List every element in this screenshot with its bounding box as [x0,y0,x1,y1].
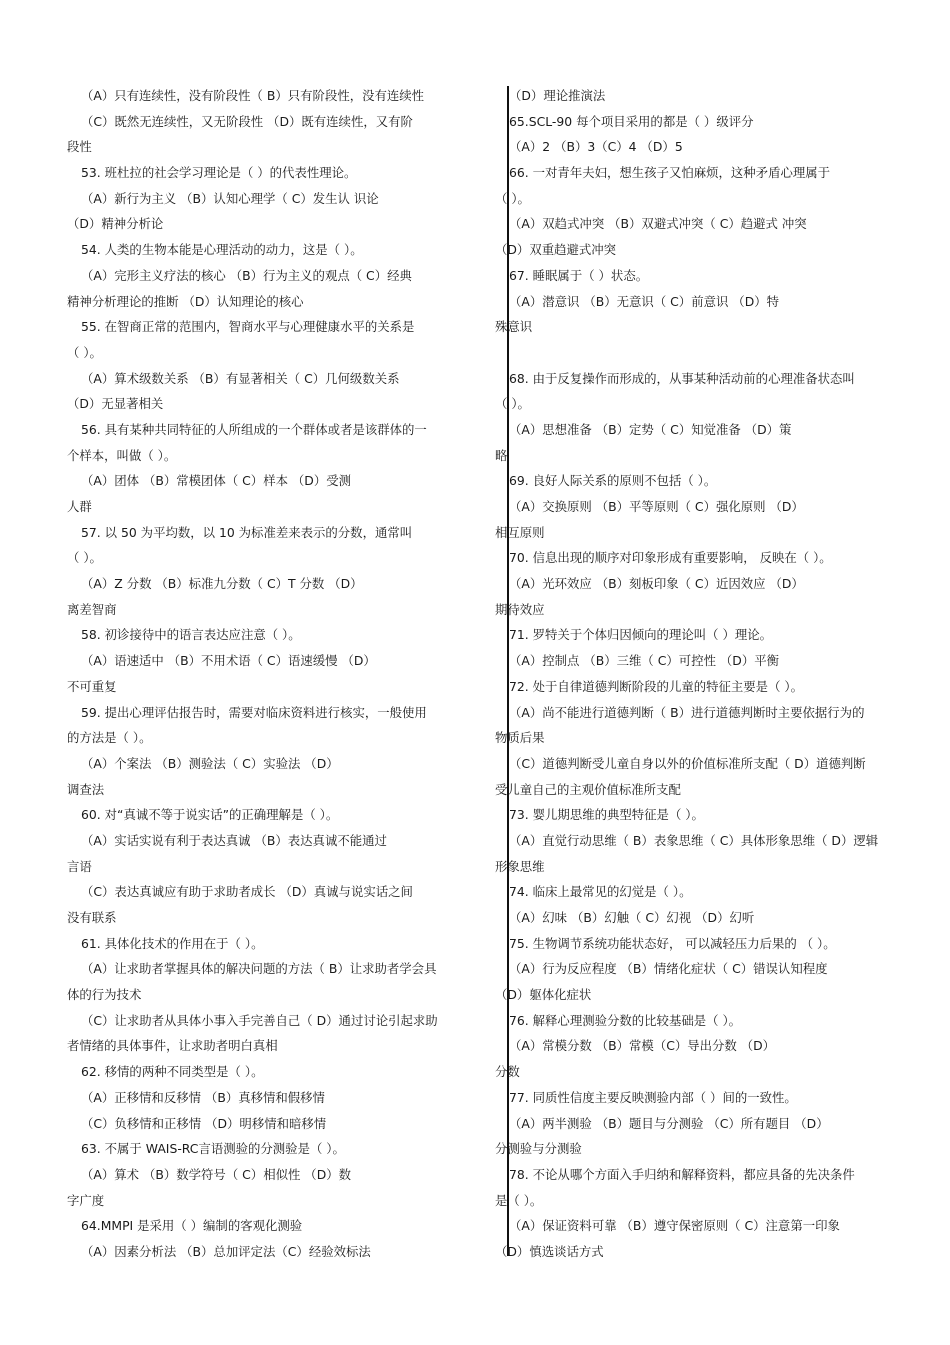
text-line: 调查法 [67,781,105,797]
text-line: （ ）。 [495,396,530,412]
text-line: （A）语速适中 （B）不用术语（ C）语速缓慢 （D） [81,653,376,669]
question-53: 53. 班杜拉的社会学习理论是（ ）的代表性理论。 [81,165,357,181]
question-65: 65.SCL-90 每个项目采用的都是（ ）级评分 [509,113,754,129]
text-line: 分数 [495,1064,520,1080]
text-line: （A）直觉行动思维（ B）表象思维（ C）具体形象思维（ D）逻辑 [509,832,879,848]
text-line: 者情绪的具体事件，让求助者明白真相 [67,1038,278,1054]
text-line: （A）只有连续性，没有阶段性（ B）只有阶段性，没有连续性 [81,88,425,103]
question-70: 70. 信息出现的顺序对印象形成有重要影响， 反映在（ ）。 [509,550,832,566]
text-line: 个样本，叫做（ ）。 [67,447,177,463]
text-line: 字广度 [67,1192,105,1208]
text-line: （A）常模分数 （B）常模（C）导出分数 （D） [509,1038,776,1054]
text-line: 是（ ）。 [495,1192,543,1208]
question-73: 73. 婴儿期思维的典型特征是（ ）。 [509,807,704,823]
question-67: 67. 睡眠属于（ ）状态。 [509,267,649,283]
text-line: （A）双趋式冲突 （B）双避式冲突（ C）趋避式 冲突 [509,216,807,232]
question-59: 59. 提出心理评估报告时，需要对临床资料进行核实，一般使用 [81,704,427,720]
question-71: 71. 罗特关于个体归因倾向的理论叫（ ）理论。 [509,627,773,643]
text-line: （A）个案法 （B）测验法（ C）实验法 （D） [81,755,339,771]
question-60: 60. 对“真诚不等于说实话”的正确理解是（ ）。 [81,807,339,823]
text-line: 相互原则 [495,524,545,540]
text-line: （A）让求助者掌握具体的解决问题的方法（ B）让求助者学会具 [81,961,437,977]
text-line: 的方法是（ ）。 [67,730,152,746]
text-line: （C）既然无连续性，又无阶段性 （D）既有连续性，又有阶 [81,113,413,129]
text-line: 受儿童自己的主观价值标准所支配 [495,781,681,797]
text-line: 体的行为技术 [67,987,142,1003]
text-line: （A）潜意识 （B）无意识（ C）前意识 （D）特 [509,293,780,309]
question-55: 55. 在智商正常的范围内，智商水平与心理健康水平的关系是 [81,319,415,335]
question-69: 69. 良好人际关系的原则不包括（ ）。 [509,473,717,489]
question-63: 63. 不属于 WAIS-RC言语测验的分测验是（ ）。 [81,1141,345,1157]
text-line: （ ）。 [67,344,102,360]
question-74: 74. 临床上最常见的幻觉是（ ）。 [509,884,692,900]
text-line: （A）因素分析法 （B）总加评定法（C）经验效标法 [81,1243,371,1259]
text-line: （A）团体 （B）常模团体（ C）样本 （D）受测 [81,473,352,489]
text-line: （C）负移情和正移情 （D）明移情和暗移情 [81,1115,327,1131]
text-line: （D）无显著相关 [67,396,164,412]
text-line: （A）控制点 （B）三维（ C）可控性 （D）平衡 [509,653,780,669]
text-line: （ ）。 [495,190,530,206]
text-line: 精神分析理论的推断 （D）认知理论的核心 [67,293,304,309]
text-line: （A）尚不能进行道德判断（ B）进行道德判断时主要依据行为的 [509,704,865,720]
question-54: 54. 人类的生物本能是心理活动的动力，这是（ ）。 [81,242,363,258]
text-line: 段性 [67,139,92,155]
text-line: 期待效应 [495,601,545,617]
text-line: （A）交换原则 （B）平等原则（ C）强化原则 （D） [509,499,804,514]
text-line: （A）完形主义疗法的核心 （B）行为主义的观点（ C）经典 [81,267,412,283]
question-76: 76. 解释心理测验分数的比较基础是（ ）。 [509,1012,742,1028]
text-line: （A）算术 （B）数学符号（ C）相似性 （D）数 [81,1166,352,1182]
text-line: （A）Z 分数 （B）标准九分数（ C）T 分数 （D） [81,576,363,592]
text-line: （C）道德判断受儿童自身以外的价值标准所支配（ D）道德判断 [509,755,866,771]
text-line: （A）实话实说有利于表达真诚 （B）表达真诚不能通过 [81,832,387,848]
text-line: 没有联系 [67,910,117,925]
text-line: 言语 [67,858,92,874]
text-line: （A）光环效应 （B）刻板印象（ C）近因效应 （D） [509,576,804,592]
text-line: 离差智商 [67,601,117,617]
text-line: （A）保证资料可靠 （B）遵守保密原则（ C）注意第一印象 [509,1218,840,1234]
question-62: 62. 移情的两种不同类型是（ ）。 [81,1064,264,1080]
text-line: （D）理论推演法 [509,88,606,103]
text-line: （A）2 （B）3（C）4 （D）5 [509,139,683,155]
text-line: （ ）。 [67,550,102,566]
text-line: 不可重复 [67,678,117,694]
text-line: （A）正移情和反移情 （B）真移情和假移情 [81,1089,325,1105]
right-column [495,83,915,1265]
text-line: 人群 [67,499,92,514]
text-line: （D）双重趋避式冲突 [495,242,617,258]
question-66: 66. 一对青年夫妇，想生孩子又怕麻烦，这种矛盾心理属于 [509,165,831,181]
text-line: （A）算术级数关系 （B）有显著相关（ C）几何级数关系 [81,370,400,386]
text-line: 分测验与分测验 [495,1141,582,1157]
text-line: （A）新行为主义 （B）认知心理学（ C）发生认 识论 [81,190,379,206]
blank-line [495,340,915,366]
question-75: 75. 生物调节系统功能状态好， 可以减轻压力后果的 （ ）。 [509,935,836,951]
question-61: 61. 具体化技术的作用在于（ ）。 [81,935,264,951]
text-line: （A）幻味 （B）幻触（ C）幻视 （D）幻听 [509,910,755,925]
question-78: 78. 不论从哪个方面入手归纳和解释资料，都应具备的先决条件 [509,1166,855,1182]
text-line: 殊意识 [495,319,533,335]
question-72: 72. 处于自律道德判断阶段的儿童的特征主要是（ ）。 [509,678,803,694]
question-77: 77. 同质性信度主要反映测验内部（ ）间的一致性。 [509,1089,797,1105]
question-57: 57. 以 50 为平均数，以 10 为标准差来表示的分数，通常叫 [81,524,413,540]
text-line: 形象思维 [495,858,545,874]
left-column [67,83,485,1265]
text-line: 物质后果 [495,730,545,746]
question-58: 58. 初诊接待中的语言表达应注意（ ）。 [81,627,301,643]
question-64: 64.MMPI 是采用（ ）编制的客观化测验 [81,1218,303,1234]
text-line: （D）精神分析论 [67,216,164,232]
text-line: 略 [495,447,508,463]
text-line: （D）躯体化症状 [495,987,592,1003]
text-line: （A）行为反应程度 （B）情绪化症状（ C）错误认知程度 [509,961,828,977]
text-line: （C）表达真诚应有助于求助者成长 （D）真诚与说实话之间 [81,884,413,900]
question-68: 68. 由于反复操作而形成的，从事某种活动前的心理准备状态叫 [509,370,855,386]
text-line: （A）思想准备 （B）定势（ C）知觉准备 （D）策 [509,421,792,437]
text-line: （C）让求助者从具体小事入手完善自己（ D）通过讨论引起求助 [81,1012,438,1028]
text-line: （D）慎选谈话方式 [495,1243,604,1259]
question-56: 56. 具有某种共同特征的人所组成的一个群体或者是该群体的一 [81,421,427,437]
text-line: （A）两半测验 （B）题目与分测验 （C）所有题目 （D） [509,1115,829,1131]
